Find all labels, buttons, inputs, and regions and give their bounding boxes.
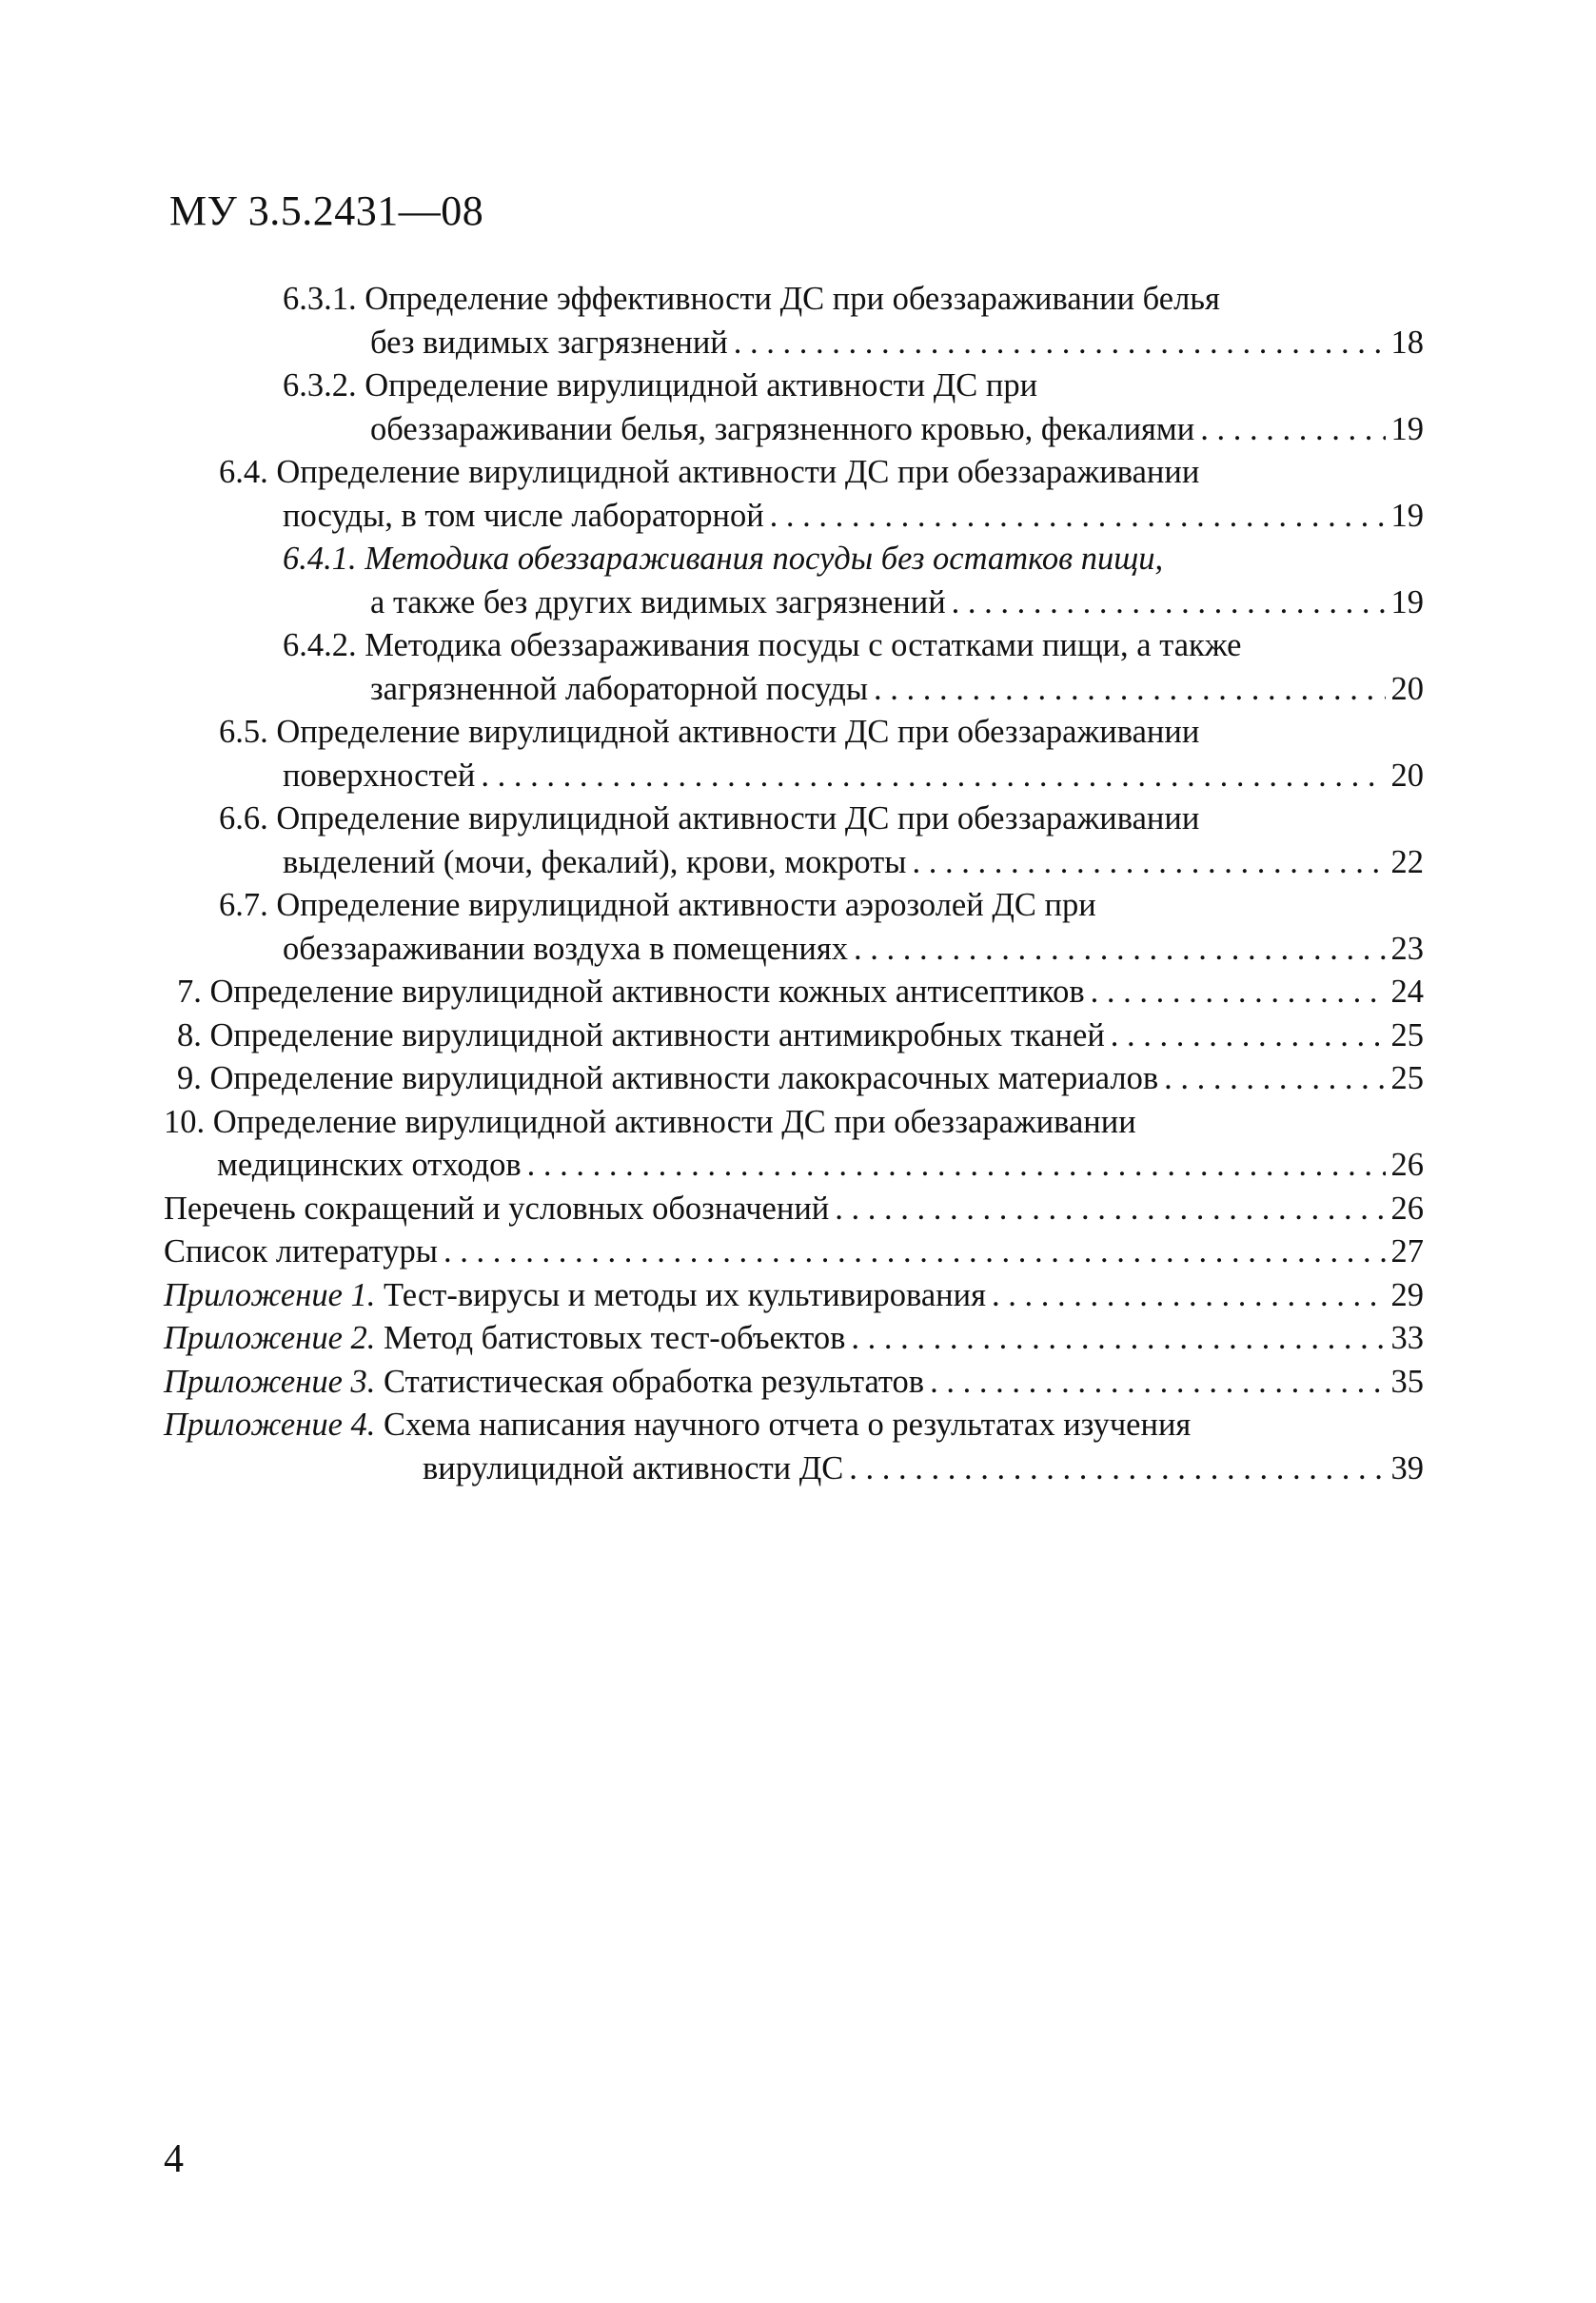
dot-leader bbox=[1091, 971, 1386, 1014]
toc-entry-title: Статистическая обработка результатов bbox=[375, 1363, 925, 1400]
dot-leader bbox=[734, 322, 1386, 365]
toc-page-number: 26 bbox=[1390, 1147, 1424, 1183]
toc-entry-title-line: 6.4.2. Методика обеззараживания посуды с остатками пищи, а также bbox=[283, 627, 1242, 663]
toc-entry-title-line: Схема написания научного отчета о результатах изучения bbox=[375, 1407, 1192, 1443]
toc-entry-6-3-2[interactable] bbox=[283, 364, 1424, 451]
toc-entry-references[interactable] bbox=[164, 1230, 1424, 1274]
toc-page-number: 27 bbox=[1390, 1233, 1424, 1270]
toc-entry-8[interactable] bbox=[177, 1014, 1424, 1058]
toc-page-number: 23 bbox=[1390, 930, 1424, 967]
toc-page-number: 18 bbox=[1390, 324, 1424, 361]
toc-page-number: 25 bbox=[1390, 1060, 1424, 1096]
dot-leader bbox=[849, 1447, 1385, 1491]
toc-entry-title-end: загрязненной лабораторной посуды bbox=[370, 670, 869, 707]
toc-entry-title-line: 10. Определение вирулицидной активности ДС при обеззараживании bbox=[164, 1103, 1136, 1140]
toc-entry-6-4-1[interactable] bbox=[283, 538, 1424, 624]
toc-entry-title-line: 6.4. Определение вирулицидной активности ДС при обеззараживании bbox=[219, 454, 1200, 490]
toc-entry-title-line: 6.7. Определение вирулицидной активности аэрозолей ДС при bbox=[219, 887, 1096, 923]
toc-entry-9[interactable] bbox=[177, 1057, 1424, 1101]
toc-entry-title: Метод батистовых тест-объектов bbox=[375, 1320, 846, 1356]
dot-leader bbox=[443, 1230, 1386, 1274]
toc-page-number: 19 bbox=[1390, 583, 1424, 620]
toc-entry-6-6[interactable] bbox=[219, 797, 1424, 884]
appendix-label: Приложение 2. bbox=[164, 1320, 376, 1356]
table-of-contents bbox=[0, 278, 1596, 1490]
toc-entry-title-line: 6.3.2. Определение вирулицидной активности ДС при bbox=[283, 367, 1038, 404]
toc-entry-title: Перечень сокращений и условных обозначений bbox=[164, 1190, 830, 1227]
toc-entry-title-end: обеззараживании белья, загрязненного кровью, фекалиями bbox=[370, 410, 1195, 447]
dot-leader bbox=[527, 1144, 1386, 1188]
dot-leader bbox=[835, 1188, 1385, 1231]
toc-entry-title: Тест-вирусы и методы их культивирования bbox=[375, 1276, 986, 1313]
toc-page-number: 33 bbox=[1390, 1320, 1424, 1356]
dot-leader bbox=[854, 928, 1386, 972]
toc-entry-title-line: 6.6. Определение вирулицидной активности ДС при обеззараживании bbox=[219, 800, 1200, 837]
toc-entry-title-end: выделений (мочи, фекалий), крови, мокроты bbox=[283, 843, 907, 880]
toc-entry-title-end: посуды, в том числе лабораторной bbox=[283, 497, 764, 534]
dot-leader bbox=[481, 755, 1385, 798]
dot-leader bbox=[770, 495, 1386, 539]
dot-leader bbox=[952, 581, 1386, 625]
toc-page-number: 20 bbox=[1390, 757, 1424, 794]
dot-leader bbox=[851, 1317, 1385, 1361]
toc-page-number: 24 bbox=[1390, 974, 1424, 1010]
toc-entry-title-end: обеззараживании воздуха в помещениях bbox=[283, 930, 848, 967]
page-number: 4 bbox=[164, 2137, 184, 2181]
appendix-label: Приложение 4. bbox=[164, 1407, 376, 1443]
toc-entry-10[interactable] bbox=[164, 1101, 1424, 1188]
toc-entry-title: 9. Определение вирулицидной активности лакокрасочных материалов bbox=[177, 1060, 1159, 1096]
toc-entry-6-5[interactable] bbox=[219, 711, 1424, 797]
toc-page-number: 39 bbox=[1390, 1449, 1424, 1486]
toc-page-number: 25 bbox=[1390, 1016, 1424, 1053]
toc-entry-6-4[interactable] bbox=[219, 451, 1424, 538]
toc-entry-appendix-1[interactable] bbox=[164, 1274, 1424, 1318]
toc-page-number: 19 bbox=[1390, 410, 1424, 447]
document-code-header: МУ 3.5.2431—08 bbox=[169, 187, 484, 234]
toc-page-number: 20 bbox=[1390, 670, 1424, 707]
toc-entry-6-7[interactable] bbox=[219, 884, 1424, 971]
toc-entry-title-line: 6.4.1. Методика обеззараживания посуды без остатков пищи, bbox=[283, 541, 1164, 577]
toc-page-number: 26 bbox=[1390, 1190, 1424, 1227]
toc-page-number: 22 bbox=[1390, 843, 1424, 880]
dot-leader bbox=[1164, 1057, 1385, 1101]
toc-entry-6-3-1[interactable] bbox=[283, 278, 1424, 364]
toc-entry-appendix-2[interactable] bbox=[164, 1317, 1424, 1361]
toc-entry-title-line: 6.5. Определение вирулицидной активности ДС при обеззараживании bbox=[219, 714, 1200, 750]
toc-entry-title-end: а также без других видимых загрязнений bbox=[370, 583, 946, 620]
toc-entry-title-end: без видимых загрязнений bbox=[370, 324, 728, 361]
toc-entry-abbreviations[interactable] bbox=[164, 1188, 1424, 1231]
toc-entry-appendix-4[interactable] bbox=[164, 1404, 1424, 1490]
dot-leader bbox=[930, 1361, 1385, 1405]
toc-entry-title: 7. Определение вирулицидной активности кожных антисептиков bbox=[177, 974, 1085, 1010]
toc-entry-7[interactable] bbox=[177, 971, 1424, 1014]
appendix-label: Приложение 3. bbox=[164, 1363, 376, 1400]
toc-page-number: 35 bbox=[1390, 1363, 1424, 1400]
toc-page-number: 19 bbox=[1390, 497, 1424, 534]
toc-entry-title: 8. Определение вирулицидной активности антимикробных тканей bbox=[177, 1016, 1105, 1053]
toc-entry-title-line: 6.3.1. Определение эффективности ДС при обеззараживании белья bbox=[283, 281, 1220, 317]
appendix-label: Приложение 1. bbox=[164, 1276, 376, 1313]
toc-entry-appendix-3[interactable] bbox=[164, 1361, 1424, 1405]
toc-entry-title-end: вирулицидной активности ДС bbox=[423, 1449, 844, 1486]
toc-page-number: 29 bbox=[1390, 1276, 1424, 1313]
dot-leader bbox=[874, 668, 1385, 712]
dot-leader bbox=[1200, 408, 1385, 452]
dot-leader bbox=[912, 841, 1385, 885]
toc-entry-title-end: поверхностей bbox=[283, 757, 476, 794]
dot-leader bbox=[992, 1274, 1386, 1318]
toc-entry-title-end: медицинских отходов bbox=[217, 1147, 522, 1183]
dot-leader bbox=[1111, 1014, 1386, 1058]
toc-entry-6-4-2[interactable] bbox=[283, 624, 1424, 711]
toc-entry-title: Список литературы bbox=[164, 1233, 438, 1270]
